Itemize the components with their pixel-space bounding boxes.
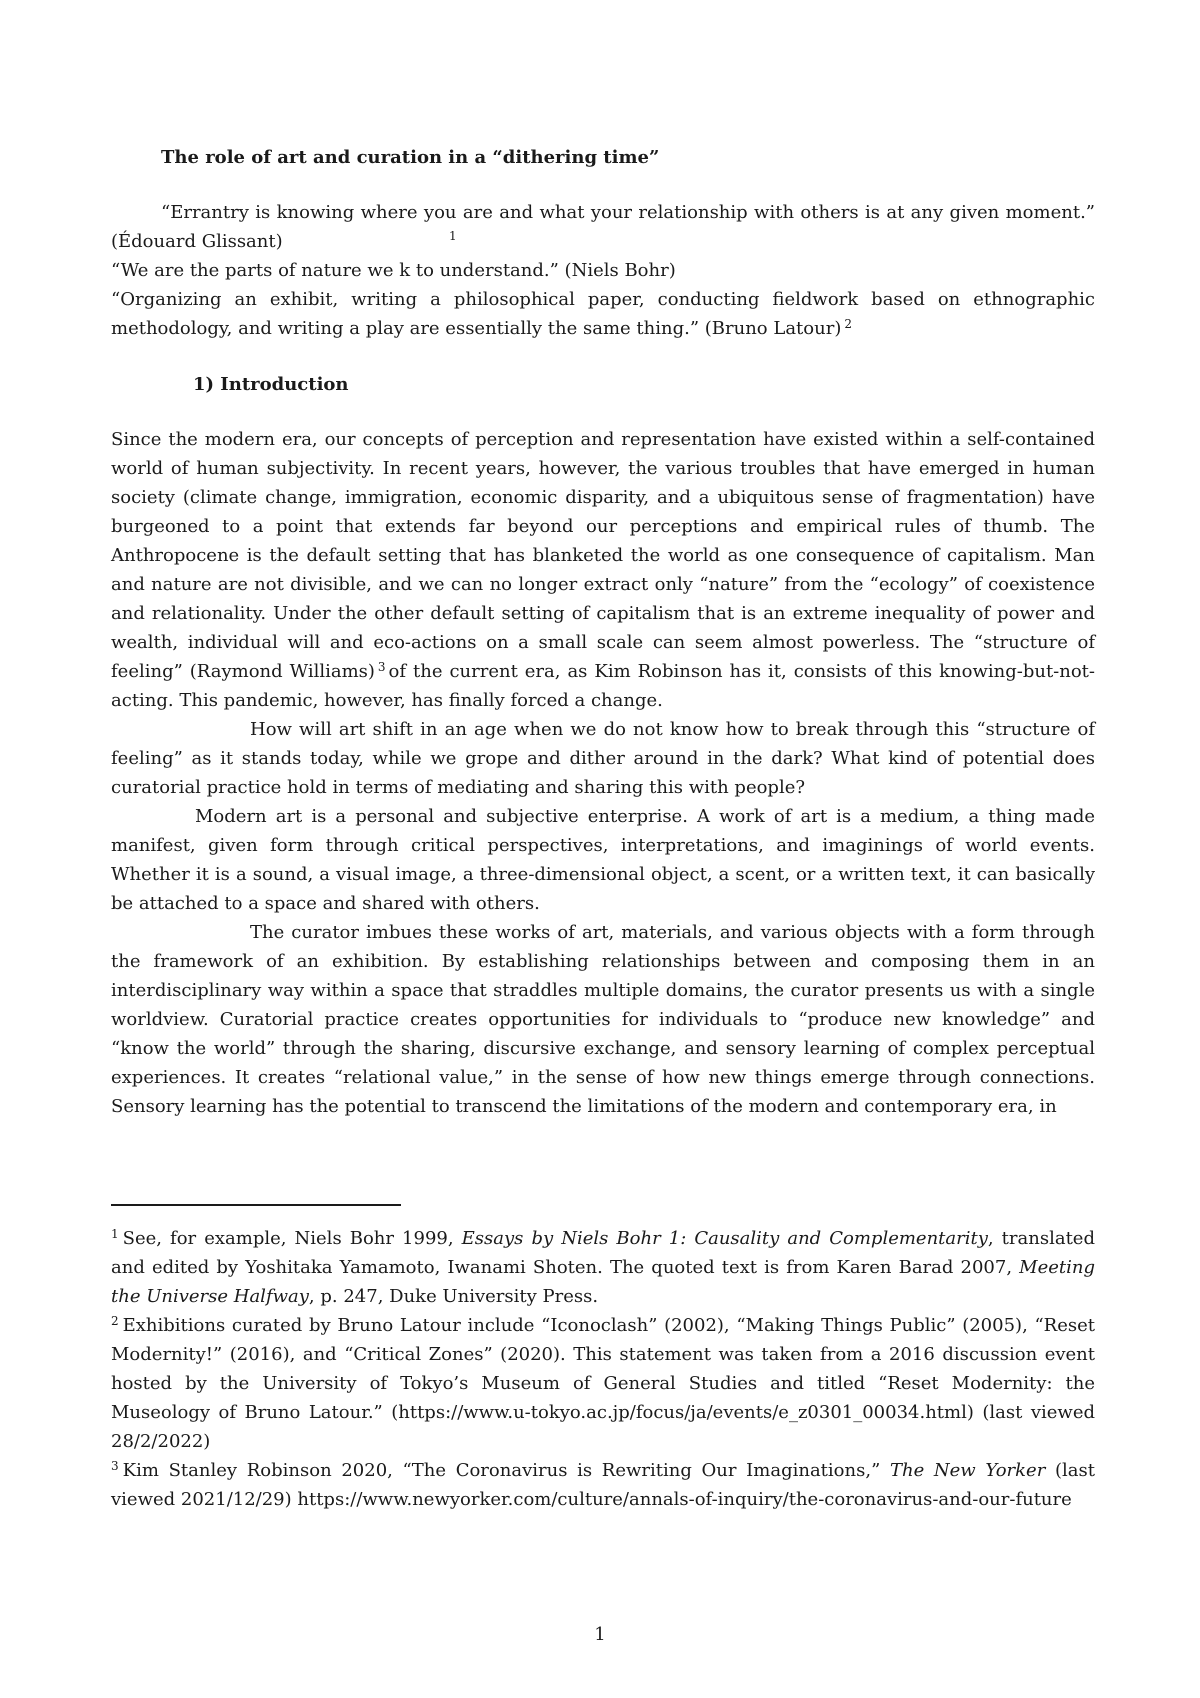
footnote-divider [111,1204,401,1206]
footnotes [111,1224,1095,1514]
footnote-3-mark: 3 [111,1459,119,1473]
footnote-3-magazine-title: The New Yorker [889,1460,1046,1481]
page-number: 1 [594,1624,606,1645]
epigraph-latour [111,285,1095,343]
footnote-ref-2[interactable]: 2 [844,317,852,331]
paragraph-1-part-a: Since the modern era, our concepts of perception and representation have existed within a self-contained world of human subjectivity. In recent years, however, the various troubles that have emerged in human society (climate change, immigration, economic disparity, and a ubiquitous sense of fragmentation) have burgeoned to a point that extends far beyond our perceptions and empirical rules of thumb. The Anthropocene is the default setting that has blanketed the world as one consequence of capitalism. Man and nature are not divisible, and we can no longer extract only “nature” from the “ecology” of coexistence and relationality. Under the other default setting of capitalism that is an extreme inequality of power and wealth, individual will and eco-actions on a small scale can seem almost powerless. The “structure of feeling” (Raymond Williams) [111,429,1095,682]
footnote-1 [111,1224,1095,1311]
footnote-1-text-b: , translated and edited by Yoshitaka Yamamoto, Iwanami Shoten. The quoted text is from Karen Barad 2007, [111,1228,1095,1278]
footnote-1-book-title: Essays by Niels Bohr 1: Causality and Complementarity [461,1228,988,1249]
paragraph-1 [111,425,1095,715]
epigraph-glissant: “Errantry is knowing where you are and what your relationship with others is at any given moment.” (Édouard Glissant) [111,202,1095,252]
footnote-2 [111,1311,1095,1456]
paragraph-4: The curator imbues these works of art, materials, and various objects with a form through the framework of an exhibition. By establishing relationships between and composing them in an interdisciplinary way within a space that straddles multiple domains, the curator presents us with a single worldview. Curatorial practice creates opportunities for individuals to “produce new knowledge” and “know the world” through the sharing, discursive exchange, and sensory learning of complex perceptual experiences. It creates “relational value,” in the sense of how new things emerge through connections. Sensory learning has the potential to transcend the limitations of the modern and contemporary era, in [111,922,1095,1117]
paragraph-1-part-b: of the current era, as Kim Robinson has it, consists of this knowing-but-not-acting. This pandemic, however, has finally forced a change. [111,661,1095,711]
footnote-3 [111,1456,1095,1514]
paragraph-2: How will art shift in an age when we do not know how to break through this “structure of feeling” as it stands today, while we grope and dither around in the dark? What kind of potential does curatorial practice hold in terms of mediating and sharing this with people? [111,719,1095,798]
main-text [111,143,1095,1121]
footnote-2-text: Exhibitions curated by Bruno Latour include “Iconoclash” (2002), “Making Things Public” (2005), “Reset Modernity!” (2016), and “Critical Zones” (2020). This statement was taken from a 2016 discussion event hosted by the University of Tokyo’s Museum of General Studies and titled “Reset Modernity: the Museology of Bruno Latour.” (https://www.u-tokyo.ac.jp/focus/ja/events/e_z0301_00034.html) (last viewed 28/2/2022) [111,1315,1095,1452]
paragraph-3: Modern art is a personal and subjective enterprise. A work of art is a medium, a thing made manifest, given form through critical perspectives, interpretations, and imaginings of world events. Whether it is a sound, a visual image, a three-dimensional object, a scent, or a written text, it can basically be attached to a space and shared with others. [111,806,1095,914]
footnote-1-book-title-2: Meeting the Universe Halfway [111,1257,1095,1307]
footnote-2-mark: 2 [111,1314,119,1328]
section-heading: 1) Introduction [193,374,349,395]
footnote-1-text-a: See, for example, Niels Bohr 1999, [122,1228,454,1249]
footnote-ref-3[interactable]: 3 [377,660,386,674]
footnote-3-text-b: (last viewed 2021/12/29) https://www.newyorker.com/culture/annals-of-inquiry/the-coronavirus-and-our-future [111,1460,1095,1510]
footnote-ref-1[interactable]: 1 [449,229,457,243]
footnote-3-text-a: Kim Stanley Robinson 2020, “The Coronavirus is Rewriting Our Imaginations,” [122,1460,881,1481]
epigraph-latour-text: “Organizing an exhibit, writing a philosophical paper, conducting fieldwork based on ethnographic methodology, and writing a play are essentially the same thing.” (Bruno Latour) [111,289,1095,339]
page-title: The role of art and curation in a “dithering time” [161,147,660,168]
footnote-1-mark: 1 [111,1227,119,1241]
epigraph-bohr: “We are the parts of nature we k to understand.” (Niels Bohr) [111,260,676,281]
footnote-1-text-c: , p. 247, Duke University Press. [308,1286,599,1307]
